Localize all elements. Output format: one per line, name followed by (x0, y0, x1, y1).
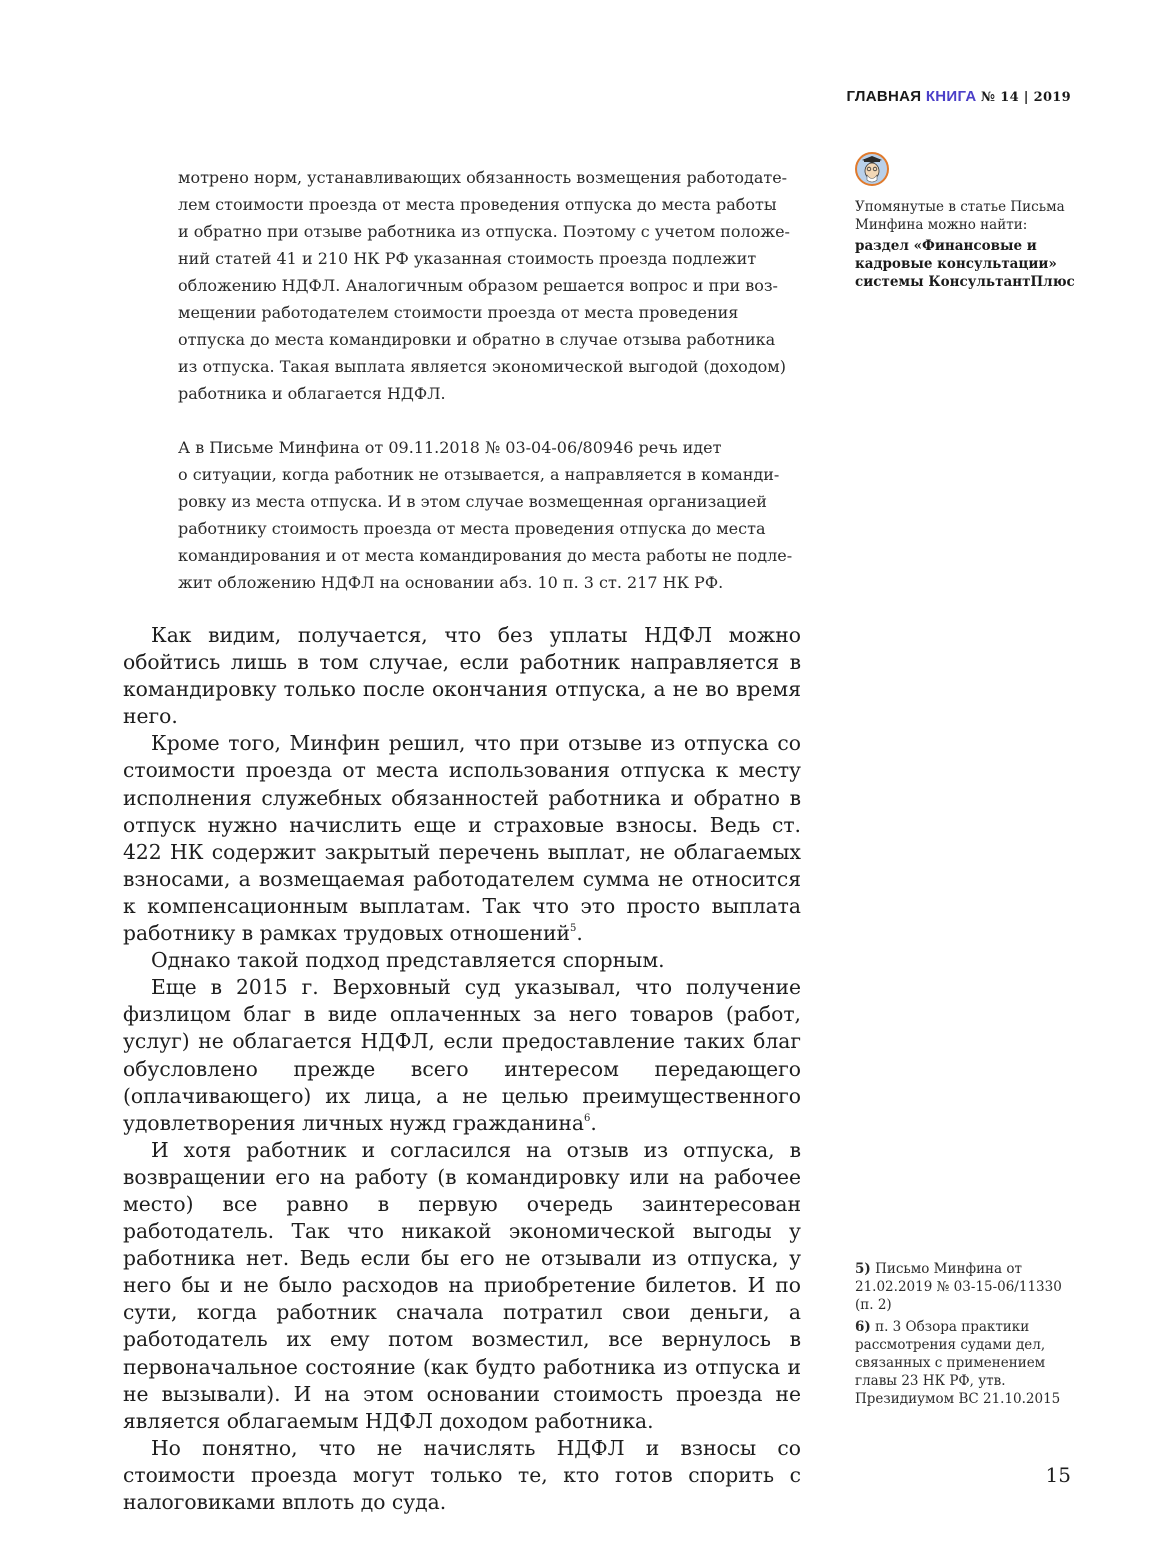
professor-avatar-icon (855, 152, 889, 186)
quote-block-1 (178, 164, 798, 407)
footnote-text: Письмо Минфина от 21.02.2019 № 03-15-06/11330 (п. 2) (855, 1261, 1062, 1313)
quote-line: обложению НДФЛ. Аналогичным образом решается вопрос и при воз- (178, 276, 778, 295)
quote-line: ровку из места отпуска. И в этом случае возмещенная организацией (178, 492, 767, 511)
paragraph-tail: . (576, 921, 583, 946)
footnotes (855, 1260, 1080, 1412)
quote-line: мотрено норм, устанавливающих обязанность возмещения работодате- (178, 168, 788, 187)
body-paragraph (123, 1435, 801, 1516)
quote-line: работнику стоимость проезда от места проведения отпуска до места (178, 519, 766, 538)
quote-line: из отпуска. Такая выплата является экономической выгодой (доходом) (178, 357, 786, 376)
footnote (855, 1318, 1080, 1408)
brand-name-part1: ГЛАВНАЯ (846, 88, 922, 105)
paragraph-text: Кроме того, Минфин решил, что при отзыве из отпуска со стоимости проезда от места использования отпуска к месту исполнения служебных обязанностей работника и обратно в отпуск нужно начислить еще и страховые взносы. Ведь ст. 422 НК содержит закрытый перечень выплат, не облагаемых взносами, а возмещаемая работодателем сумма не относится к компенсационным выплатам. Так что это просто выплата работнику в рамках трудовых отношений (123, 731, 801, 946)
body-paragraph (123, 730, 801, 947)
footnote (855, 1260, 1080, 1314)
body-paragraph (123, 1137, 801, 1435)
paragraph-tail: . (590, 1110, 597, 1135)
footnote-ref[interactable]: 5 (570, 923, 577, 935)
issue-number: № 14 | 2019 (980, 90, 1071, 105)
body-paragraph (123, 947, 801, 974)
brand-name-part2: КНИГА (925, 88, 977, 105)
sidebar-note-text: Упомянутые в статье Письма Минфина можно найти: (855, 199, 1065, 233)
body-paragraph (123, 974, 801, 1137)
quote-line: командирования и от места командирования до места работы не подле- (178, 546, 793, 565)
quote-line: работника и облагается НДФЛ. (178, 384, 446, 403)
footnote-ref[interactable]: 6 (584, 1112, 591, 1124)
quote-line: ний статей 41 и 210 НК РФ указанная стоимость проезда подлежит (178, 249, 757, 268)
quote-line: лем стоимости проезда от места проведения отпуска до места работы (178, 195, 777, 214)
quote-line: о ситуации, когда работник не отзывается, а направляется в команди- (178, 465, 780, 484)
paragraph-text: Еще в 2015 г. Верховный суд указывал, что получение физлицом благ в виде оплаченных за него товаров (работ, услуг) не облагается НДФЛ, если предоставление таких благ обусловлено прежде всего интересом передающего (оплачивающего) их лица, а не целью преимущественного удовлетворения личных нужд гражданина (123, 975, 801, 1135)
paragraph-text: Однако такой подход представляется спорным. (151, 948, 665, 973)
quote-line: А в Письме Минфина от 09.11.2018 № 03-04-06/80946 речь идет (178, 438, 722, 457)
magazine-header (847, 88, 1072, 105)
body-paragraph (123, 622, 801, 730)
sidebar-note (855, 152, 1075, 291)
quote-line: мещении работодателем стоимости проезда от места проведения (178, 303, 739, 322)
quote-line: и обратно при отзыве работника из отпуска. Поэтому с учетом положе- (178, 222, 790, 241)
footnote-number: 6) (855, 1319, 871, 1335)
paragraph-text: Но понятно, что не начислять НДФЛ и взносы со стоимости проезда могут только те, кто готов спорить с налоговиками вплоть до суда. (123, 1435, 801, 1514)
quote-block-2 (178, 434, 798, 596)
page-number: 15 (1045, 1463, 1071, 1487)
quote-line: жит обложению НДФЛ на основании абз. 10 п. 3 ст. 217 НК РФ. (178, 573, 724, 592)
article-body (123, 622, 801, 1516)
paragraph-text: Как видим, получается, что без уплаты НДФЛ можно обойтись лишь в том случае, если работник направляется в командировку только после окончания отпуска, а не во время него. (123, 623, 801, 729)
footnote-text: п. 3 Обзора практики рассмотрения судами дел, связанных с применением главы 23 НК РФ, утв. Президиумом ВС 21.10.2015 (855, 1319, 1061, 1407)
footnote-number: 5) (855, 1261, 871, 1277)
paragraph-text: И хотя работник и согласился на отзыв из отпуска, в возвращении его на работу (в командировку или на рабочее место) все равно в первую очередь заинтересован работодатель. Так что никакой экономической выгоды у работника нет. Ведь если бы его не отзывали из отпуска, у него бы и не было расходов на приобретение билетов. И по сути, когда работник сначала потратил свои деньги, а работодатель их ему потом возместил, все вернулось в первоначальное состояние (как будто работника из отпуска и не вызывали). И на этом основании стоимость проезда не является облагаемым НДФЛ доходом работника. (123, 1137, 801, 1433)
sidebar-note-source: раздел «Финансовые и кадровые консультации» системы КонсультантПлюс (855, 238, 1075, 290)
quote-line: отпуска до места командировки и обратно в случае отзыва работника (178, 330, 776, 349)
